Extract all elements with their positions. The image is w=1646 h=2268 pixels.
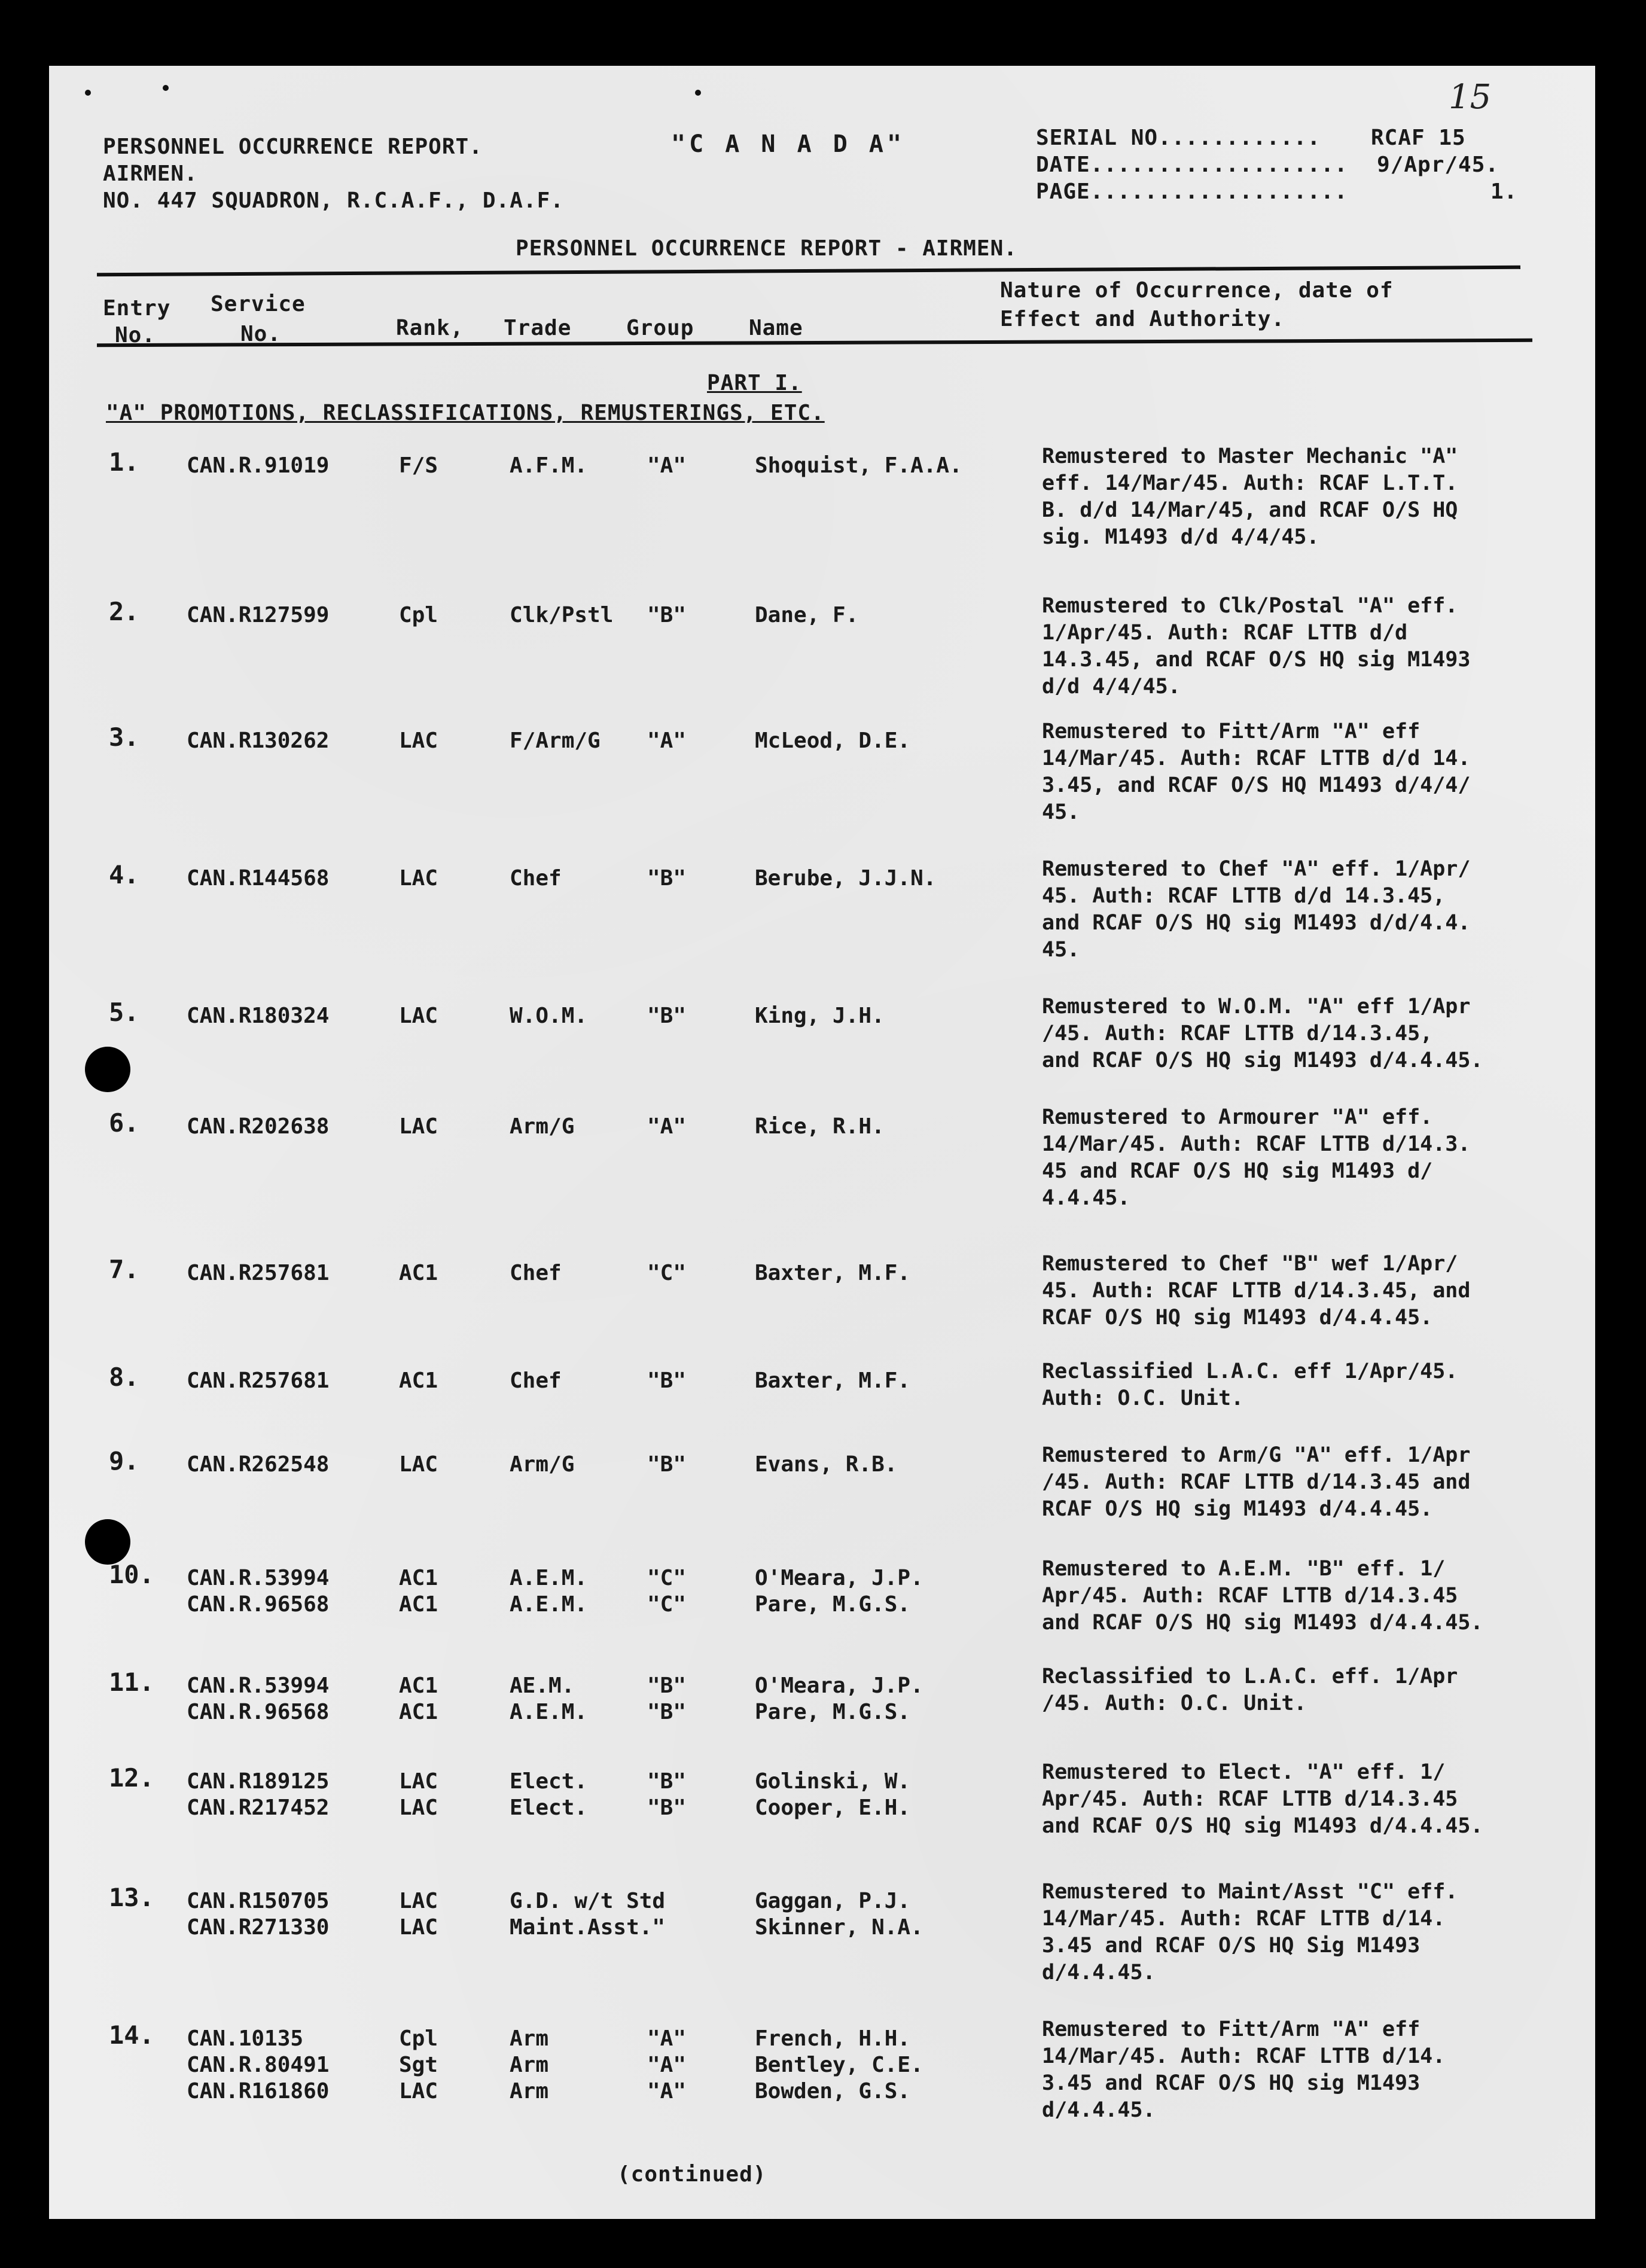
occurrence-line: B. d/d 14/Mar/45, and RCAF O/S HQ: [1042, 498, 1458, 522]
occurrence-nature: [1042, 855, 1568, 963]
trade: A.E.M.: [510, 1592, 588, 1617]
service-number: CAN.R.53994: [187, 1673, 330, 1698]
entry-number: 11.: [109, 1668, 154, 1697]
service-number: CAN.10135: [187, 2026, 304, 2051]
entry-number: 9.: [109, 1446, 139, 1476]
occurrence-line: 45.: [1042, 938, 1080, 962]
rank: AC1: [399, 1673, 438, 1698]
occurrence-line: d/4.4.45.: [1042, 2098, 1156, 2122]
occurrence-line: RCAF O/S HQ sig M1493 d/4.4.45.: [1042, 1497, 1433, 1521]
occurrence-line: 45.: [1042, 800, 1080, 824]
rank: AC1: [399, 1592, 438, 1617]
entry-number: 5.: [109, 998, 139, 1027]
group: "B": [647, 1700, 687, 1724]
group: "C": [647, 1592, 687, 1617]
occurrence-nature: [1042, 1758, 1568, 1839]
trade: Arm/G: [510, 1114, 575, 1139]
occurrence-line: 14/Mar/45. Auth: RCAF LTTB d/d 14.: [1042, 746, 1471, 770]
group: "B": [647, 1796, 687, 1820]
group: "B": [647, 603, 687, 627]
airman-name: Dane, F.: [755, 603, 859, 627]
trade: Arm: [510, 2026, 549, 2051]
occurrence-nature: [1042, 1441, 1568, 1522]
occurrence-line: Remustered to Armourer "A" eff.: [1042, 1105, 1433, 1129]
occurrence-nature: [1042, 592, 1568, 700]
service-number: CAN.R161860: [187, 2079, 330, 2104]
speck: [85, 90, 91, 96]
occurrence-line: Remustered to Fitt/Arm "A" eff: [1042, 720, 1421, 743]
airman-name: Pare, M.G.S.: [755, 1700, 911, 1724]
group: "B": [647, 1368, 687, 1393]
rank: LAC: [399, 866, 438, 891]
airman-name: Pare, M.G.S.: [755, 1592, 911, 1617]
airman-name: Golinski, W.: [755, 1769, 911, 1794]
occurrence-line: d/d 4/4/45.: [1042, 675, 1181, 699]
handwritten-page-mark: 15: [1449, 78, 1492, 117]
airman-name: French, H.H.: [755, 2026, 911, 2051]
occurrence-line: /45. Auth: RCAF LTTB d/14.3.45,: [1042, 1022, 1433, 1045]
col-name: Name: [749, 316, 803, 340]
airman-name: Cooper, E.H.: [755, 1796, 911, 1820]
trade: F/Arm/G: [510, 728, 601, 753]
occurrence-nature: [1042, 443, 1568, 550]
group: "A": [647, 728, 687, 753]
occurrence-line: Remustered to Fitt/Arm "A" eff: [1042, 2017, 1421, 2041]
group: "B": [647, 1673, 687, 1698]
service-number: CAN.R150705: [187, 1889, 330, 1913]
date-label: DATE...................: [1036, 153, 1348, 177]
rank: LAC: [399, 2079, 438, 2104]
occurrence-line: Reclassified L.A.C. eff 1/Apr/45.: [1042, 1359, 1458, 1383]
airman-name: O'Meara, J.P.: [755, 1566, 923, 1590]
occurrence-line: Remustered to Chef "B" wef 1/Apr/: [1042, 1252, 1458, 1276]
squadron-line: NO. 447 SQUADRON, R.C.A.F., D.A.F.: [103, 188, 564, 213]
entry-number: 8.: [109, 1362, 139, 1392]
service-number: CAN.R.53994: [187, 1566, 330, 1590]
rank: F/S: [399, 453, 438, 478]
col-service-no-1: Service: [211, 292, 306, 316]
trade: Clk/Pstl: [510, 603, 614, 627]
group: "A": [647, 1114, 687, 1139]
entry-number: 12.: [109, 1763, 154, 1793]
page-value: 1.: [1490, 179, 1518, 204]
service-number: CAN.R.96568: [187, 1592, 330, 1617]
occurrence-nature: [1042, 1878, 1568, 1986]
canada-heading: "C A N A D A": [671, 130, 906, 158]
service-number: CAN.R189125: [187, 1769, 330, 1794]
occurrence-line: d/4.4.45.: [1042, 1961, 1156, 1984]
entry-number: 6.: [109, 1108, 139, 1138]
rank: LAC: [399, 728, 438, 753]
speck: [163, 85, 169, 91]
occurrence-line: Auth: O.C. Unit.: [1042, 1386, 1244, 1410]
rank: LAC: [399, 1452, 438, 1477]
rank: LAC: [399, 1114, 438, 1139]
group: "C": [647, 1566, 687, 1590]
trade: Chef: [510, 1368, 562, 1393]
airman-name: Skinner, N.A.: [755, 1915, 923, 1940]
trade: G.D. w/t Std: [510, 1889, 666, 1913]
col-nature-1: Nature of Occurrence, date of: [1000, 278, 1394, 303]
airman-name: Baxter, M.F.: [755, 1261, 911, 1285]
airman-name: King, J.H.: [755, 1004, 885, 1028]
occurrence-nature: [1042, 993, 1568, 1074]
occurrence-line: Apr/45. Auth: RCAF LTTB d/14.3.45: [1042, 1787, 1458, 1811]
speck: [695, 90, 701, 96]
occurrence-line: 4.4.45.: [1042, 1186, 1130, 1210]
airman-name: Gaggan, P.J.: [755, 1889, 911, 1913]
group: "B": [647, 1004, 687, 1028]
continued-note: (continued): [617, 2162, 767, 2187]
trade: A.E.M.: [510, 1700, 588, 1724]
rank: Cpl: [399, 2026, 438, 2051]
report-subtitle: PERSONNEL OCCURRENCE REPORT - AIRMEN.: [516, 236, 1017, 261]
airman-name: Bowden, G.S.: [755, 2079, 911, 2104]
rank: LAC: [399, 1769, 438, 1794]
airman-name: Rice, R.H.: [755, 1114, 885, 1139]
group: "A": [647, 453, 687, 478]
airman-name: O'Meara, J.P.: [755, 1673, 923, 1698]
occurrence-nature: [1042, 1663, 1568, 1717]
rank: AC1: [399, 1700, 438, 1724]
col-entry-no-1: Entry: [103, 296, 171, 321]
occurrence-line: Apr/45. Auth: RCAF LTTB d/14.3.45: [1042, 1584, 1458, 1608]
occurrence-line: and RCAF O/S HQ sig M1493 d/d/4.4.: [1042, 911, 1471, 935]
rank: AC1: [399, 1261, 438, 1285]
header-bottom-rule: [97, 339, 1532, 347]
trade: Maint.Asst.": [510, 1915, 666, 1940]
trade: Elect.: [510, 1796, 588, 1820]
service-number: CAN.R144568: [187, 866, 330, 891]
group: "B": [647, 1452, 687, 1477]
page-label: PAGE...................: [1036, 179, 1348, 204]
group: "C": [647, 1261, 687, 1285]
col-group: Group: [626, 316, 694, 340]
trade: AE.M.: [510, 1673, 575, 1698]
occurrence-line: 3.45, and RCAF O/S HQ M1493 d/4/4/: [1042, 773, 1471, 797]
airman-name: Baxter, M.F.: [755, 1368, 911, 1393]
occurrence-line: and RCAF O/S HQ sig M1493 d/4.4.45.: [1042, 1048, 1483, 1072]
occurrence-line: 3.45 and RCAF O/S HQ Sig M1493: [1042, 1934, 1421, 1958]
occurrence-line: 14/Mar/45. Auth: RCAF LTTB d/14.3.: [1042, 1132, 1471, 1156]
occurrence-line: 45 and RCAF O/S HQ sig M1493 d/: [1042, 1159, 1433, 1183]
part-heading: PART I.: [707, 371, 802, 395]
date-value: 9/Apr/45.: [1377, 153, 1499, 177]
trade: Arm: [510, 2053, 549, 2077]
occurrence-line: /45. Auth: O.C. Unit.: [1042, 1691, 1307, 1715]
col-service-no-2: No.: [240, 322, 282, 346]
occurrence-line: 1/Apr/45. Auth: RCAF LTTB d/d: [1042, 621, 1408, 645]
occurrence-line: Remustered to Elect. "A" eff. 1/: [1042, 1760, 1446, 1784]
occurrence-nature: [1042, 718, 1568, 825]
group: "B": [647, 866, 687, 891]
trade: W.O.M.: [510, 1004, 588, 1028]
service-number: CAN.R.96568: [187, 1700, 330, 1724]
occurrence-line: Remustered to Master Mechanic "A": [1042, 444, 1458, 468]
entry-number: 4.: [109, 860, 139, 889]
occurrence-line: and RCAF O/S HQ sig M1493 d/4.4.45.: [1042, 1814, 1483, 1838]
occurrence-line: Remustered to Arm/G "A" eff. 1/Apr: [1042, 1443, 1471, 1467]
occurrence-line: 3.45 and RCAF O/S HQ sig M1493: [1042, 2071, 1421, 2095]
service-number: CAN.R271330: [187, 1915, 330, 1940]
service-number: CAN.R.80491: [187, 2053, 330, 2077]
trade: Arm/G: [510, 1452, 575, 1477]
occurrence-line: sig. M1493 d/d 4/4/45.: [1042, 525, 1319, 549]
col-rank: Rank,: [396, 316, 464, 340]
occurrence-nature: [1042, 1555, 1568, 1636]
col-trade: Trade: [504, 316, 572, 340]
group: "A": [647, 2079, 687, 2104]
entry-number: 1.: [109, 447, 139, 477]
trade: A.F.M.: [510, 453, 588, 478]
punch-hole: [85, 1047, 130, 1092]
service-number: CAN.R262548: [187, 1452, 330, 1477]
serial-label: SERIAL NO............: [1036, 126, 1321, 150]
airman-name: Evans, R.B.: [755, 1452, 898, 1477]
entry-number: 10.: [109, 1560, 154, 1589]
rank: LAC: [399, 1915, 438, 1940]
occurrence-line: Reclassified to L.A.C. eff. 1/Apr: [1042, 1665, 1458, 1688]
occurrence-line: Remustered to Maint/Asst "C" eff.: [1042, 1880, 1458, 1904]
punch-hole: [85, 1519, 130, 1565]
section-heading: "A" PROMOTIONS, RECLASSIFICATIONS, REMUSTERINGS, ETC.: [106, 401, 825, 425]
service-number: CAN.R.91019: [187, 453, 330, 478]
airman-name: Berube, J.J.N.: [755, 866, 937, 891]
rank: LAC: [399, 1889, 438, 1913]
trade: Elect.: [510, 1769, 588, 1794]
entry-number: 14.: [109, 2020, 154, 2050]
service-number: CAN.R127599: [187, 603, 330, 627]
trade: Chef: [510, 866, 562, 891]
occurrence-line: 14/Mar/45. Auth: RCAF LTTB d/14.: [1042, 1907, 1446, 1931]
occurrence-line: and RCAF O/S HQ sig M1493 d/4.4.45.: [1042, 1611, 1483, 1635]
occurrence-line: Remustered to Chef "A" eff. 1/Apr/: [1042, 857, 1471, 881]
service-number: CAN.R180324: [187, 1004, 330, 1028]
occurrence-nature: [1042, 1103, 1568, 1211]
group: "B": [647, 1769, 687, 1794]
header-top-rule: [97, 266, 1520, 276]
rank: Cpl: [399, 603, 438, 627]
entry-number: 2.: [109, 597, 139, 626]
occurrence-nature: [1042, 1250, 1568, 1331]
report-title-line1: PERSONNEL OCCURRENCE REPORT.: [103, 135, 483, 159]
occurrence-line: Remustered to A.E.M. "B" eff. 1/: [1042, 1557, 1446, 1581]
airman-name: Bentley, C.E.: [755, 2053, 923, 2077]
occurrence-line: /45. Auth: RCAF LTTB d/14.3.45 and: [1042, 1470, 1471, 1494]
occurrence-line: 14.3.45, and RCAF O/S HQ sig M1493: [1042, 648, 1471, 672]
service-number: CAN.R217452: [187, 1796, 330, 1820]
occurrence-nature: [1042, 2016, 1568, 2123]
airman-name: Shoquist, F.A.A.: [755, 453, 962, 478]
group: "A": [647, 2053, 687, 2077]
occurrence-line: 45. Auth: RCAF LTTB d/d 14.3.45,: [1042, 884, 1446, 908]
rank: AC1: [399, 1566, 438, 1590]
rank: Sgt: [399, 2053, 438, 2077]
trade: Arm: [510, 2079, 549, 2104]
entry-number: 3.: [109, 723, 139, 752]
group: "A": [647, 2026, 687, 2051]
trade: Chef: [510, 1261, 562, 1285]
entry-number: 7.: [109, 1255, 139, 1284]
serial-value: RCAF 15: [1371, 126, 1466, 150]
occurrence-line: 45. Auth: RCAF LTTB d/14.3.45, and: [1042, 1279, 1471, 1303]
rank: LAC: [399, 1796, 438, 1820]
trade: A.E.M.: [510, 1566, 588, 1590]
occurrence-line: Remustered to Clk/Postal "A" eff.: [1042, 594, 1458, 618]
occurrence-line: Remustered to W.O.M. "A" eff 1/Apr: [1042, 995, 1471, 1019]
airman-name: McLeod, D.E.: [755, 728, 911, 753]
document-page: [49, 66, 1595, 2219]
occurrence-nature: [1042, 1358, 1568, 1412]
col-entry-no-2: No.: [115, 323, 156, 347]
occurrence-line: RCAF O/S HQ sig M1493 d/4.4.45.: [1042, 1306, 1433, 1330]
service-number: CAN.R130262: [187, 728, 330, 753]
rank: LAC: [399, 1004, 438, 1028]
service-number: CAN.R257681: [187, 1368, 330, 1393]
occurrence-line: eff. 14/Mar/45. Auth: RCAF L.T.T.: [1042, 471, 1458, 495]
col-nature-2: Effect and Authority.: [1000, 307, 1285, 331]
service-number: CAN.R202638: [187, 1114, 330, 1139]
occurrence-line: 14/Mar/45. Auth: RCAF LTTB d/14.: [1042, 2044, 1446, 2068]
report-title-line2: AIRMEN.: [103, 161, 198, 186]
rank: AC1: [399, 1368, 438, 1393]
entry-number: 13.: [109, 1883, 154, 1912]
service-number: CAN.R257681: [187, 1261, 330, 1285]
